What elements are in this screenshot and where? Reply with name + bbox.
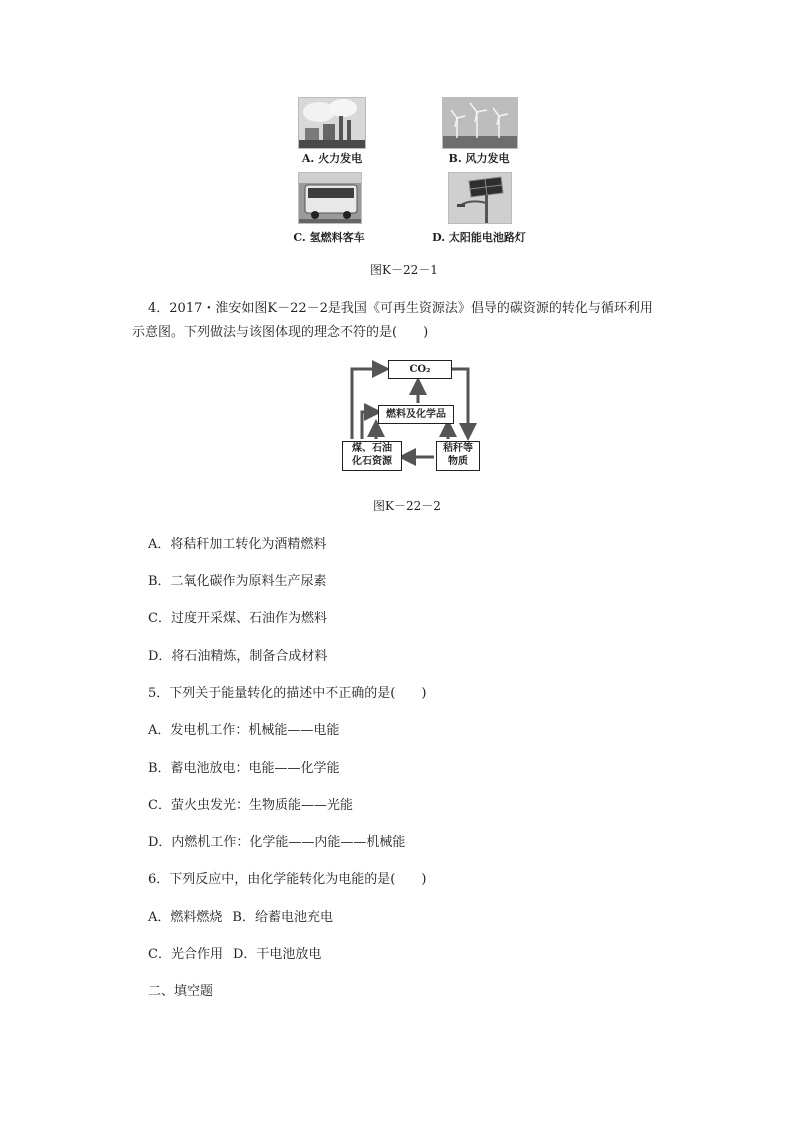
power-plant-photo [298, 97, 366, 149]
photo-caption-d: D. 太阳能电池路灯 [432, 231, 526, 244]
hydrogen-bus-photo [298, 172, 362, 224]
fuel-box [378, 405, 454, 424]
q4-stem-line2: 示意图。下列做法与该图体现的理念不符的是( ) [132, 325, 429, 340]
straw-label-line2: 物质 [448, 456, 468, 467]
q6-options-row1 [148, 906, 333, 925]
q5-option-b: B．蓄电池放电：电能——化学能 [148, 761, 340, 776]
photo-caption-c: C. 氢燃料客车 [293, 231, 365, 244]
q5-option-c: C．萤火虫发光：生物质能——光能 [148, 798, 353, 813]
q4-option-a: A．将秸秆加工转化为酒精燃料 [148, 537, 327, 552]
q6-option-c: C．光合作用 [148, 947, 223, 962]
fossil-box [342, 441, 402, 471]
carbon-cycle-diagram [340, 357, 485, 473]
q4-option-c: C．过度开采煤、石油作为燃料 [148, 611, 327, 626]
section2-title: 二、填空题 [148, 984, 214, 999]
co2-label: CO₂ [409, 364, 431, 375]
straw-box [436, 441, 480, 471]
q4-option-b: B．二氧化碳作为原料生产尿素 [148, 574, 327, 589]
photo-caption-b: B. 风力发电 [448, 152, 510, 165]
q6-option-d: D．干电池放电 [232, 947, 322, 962]
q5-option-a: A．发电机工作：机械能——电能 [148, 723, 340, 738]
fossil-label-line1: 煤、石油 [352, 443, 392, 454]
photo-caption-a: A. 火力发电 [301, 152, 363, 165]
q5-stem: 5．下列关于能量转化的描述中不正确的是( ) [148, 686, 427, 701]
q6-option-b: B．给蓄电池充电 [232, 910, 333, 925]
fossil-label-line2: 化石资源 [352, 456, 392, 467]
figure2-caption: 图K－22－2 [373, 499, 441, 513]
q5-option-d: D．内燃机工作：化学能——内能——机械能 [148, 835, 406, 850]
wind-turbine-photo [442, 97, 518, 149]
q6-option-a: A．燃料燃烧 [148, 910, 223, 925]
q4-stem-line1: 4．2017・淮安如图K－22－2是我国《可再生资源法》倡导的碳资源的转化与循环利用 [148, 301, 653, 316]
q6-stem: 6．下列反应中，由化学能转化为电能的是( ) [148, 872, 427, 887]
q6-options-row2 [148, 943, 321, 962]
solar-street-light-photo [448, 172, 512, 224]
straw-label-line1: 秸秆等 [443, 443, 473, 454]
fuel-label: 燃料及化学品 [386, 409, 446, 420]
figure1-caption: 图K－22－1 [370, 263, 438, 277]
q4-option-d: D．将石油精炼，制备合成材料 [148, 649, 328, 664]
co2-box [388, 360, 452, 379]
